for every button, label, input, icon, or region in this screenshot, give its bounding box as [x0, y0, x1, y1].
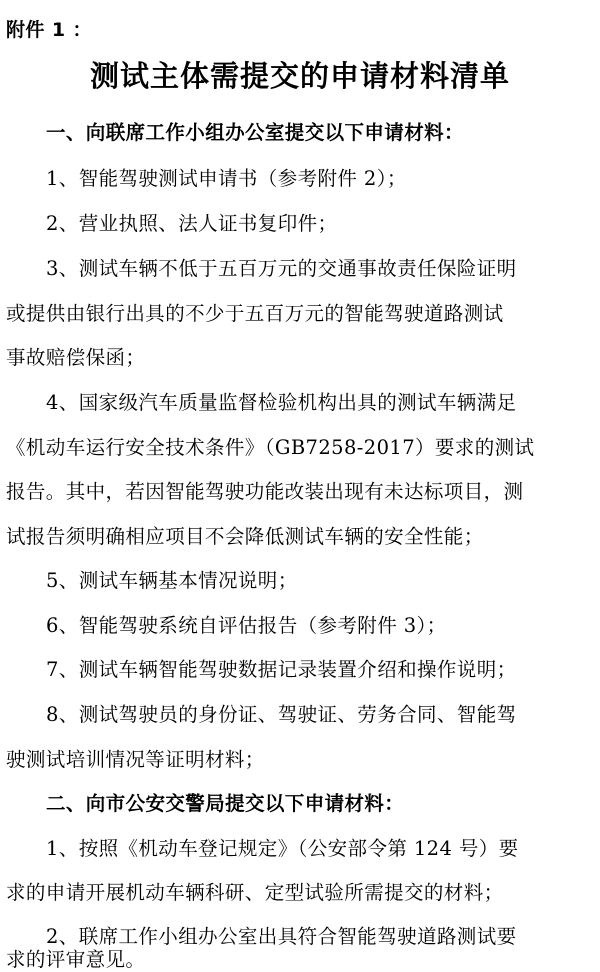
- section2-item1-line2: 求的申请开展机动车辆科研、定型试验所需提交的材料；: [6, 881, 504, 904]
- section1-item3-line3: 事故赔偿保函；: [6, 346, 146, 369]
- section2-heading: 二、向市公安交警局提交以下申请材料：: [46, 792, 405, 815]
- section1-item3-line2: 或提供由银行出具的不少于五百万元的智能驾驶道路测试: [6, 302, 504, 325]
- section1-item4-line2: 《机动车运行安全技术条件》（GB7258-2017）要求的测试: [6, 436, 535, 459]
- section1-item4-line3: 报告。其中，若因智能驾驶功能改装出现有未达标项目，测: [6, 480, 524, 503]
- section1-item4-line1: 4、国家级汽车质量监督检验机构出具的测试车辆满足: [46, 391, 517, 414]
- section2-item2-line1: 2、联席工作小组办公室出具符合智能驾驶道路测试要: [46, 925, 517, 948]
- section1-item5-line1: 5、测试车辆基本情况说明；: [46, 569, 298, 592]
- section1-item4-line4: 试报告须明确相应项目不会降低测试车辆的安全性能；: [6, 525, 484, 548]
- section1-item8-line1: 8、测试驾驶员的身份证、驾驶证、劳务合同、智能驾: [46, 703, 517, 726]
- section2-item2-line2: 求的评审意见。: [6, 948, 146, 971]
- section1-item7-line1: 7、测试车辆智能驾驶数据记录装置介绍和操作说明；: [46, 658, 517, 681]
- section1-item1-line1: 1、智能驾驶测试申请书（参考附件 2）；: [46, 167, 407, 190]
- section2-item1-line1: 1、按照《机动车登记规定》（公安部令第 124 号）要: [46, 837, 519, 860]
- section1-item8-line2: 驶测试培训情况等证明材料；: [6, 748, 265, 771]
- section1-item3-line1: 3、测试车辆不低于五百万元的交通事故责任保险证明: [46, 257, 517, 280]
- section1-item6-line1: 6、智能驾驶系统自评估报告（参考附件 3）；: [46, 614, 447, 637]
- section1-heading: 一、向联席工作小组办公室提交以下申请材料：: [46, 121, 464, 144]
- page-title: 测试主体需提交的申请材料清单: [89, 59, 510, 93]
- attachment-label: 附件 1 ：: [6, 19, 92, 41]
- section1-item2-line1: 2、营业执照、法人证书复印件；: [46, 212, 338, 235]
